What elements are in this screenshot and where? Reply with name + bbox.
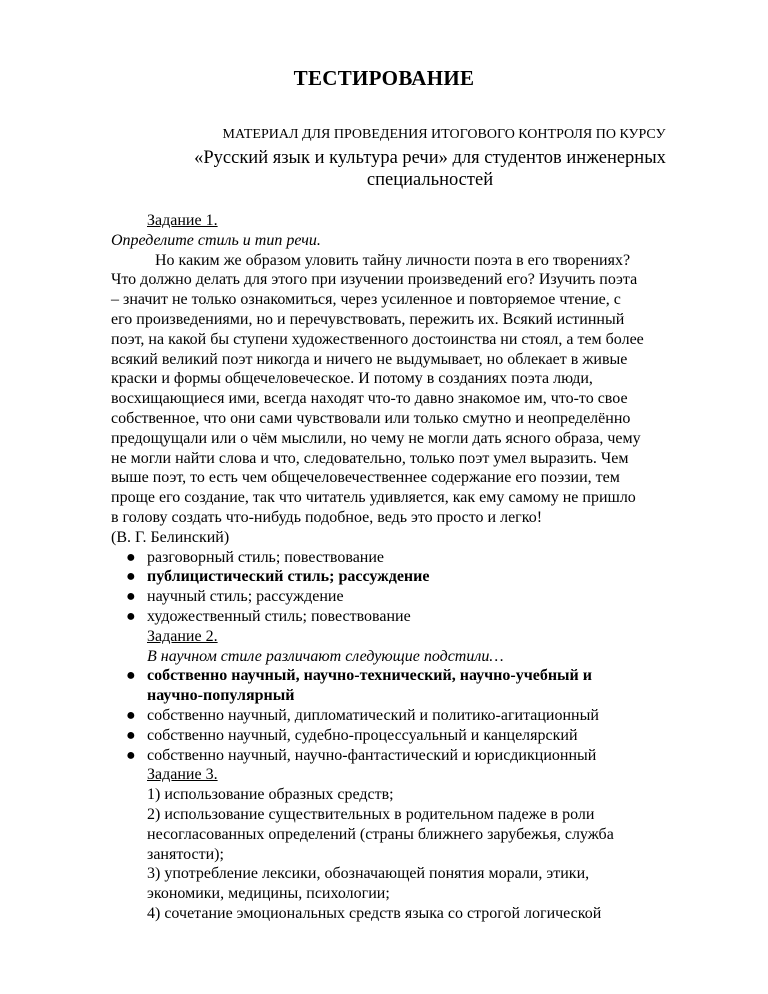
task2-heading: Задание 2. <box>147 627 218 645</box>
task1-author: (В. Г. Белинский) <box>111 528 230 546</box>
option-text: собственно научный, научно-фантастический и юрисдикционный <box>147 746 597 764</box>
task3-item-4: 4) сочетание эмоциональных средств языка со строгой логической <box>147 904 602 922</box>
task3-item-3: 3) употребление лексики, обозначающей понятия морали, этики, <box>147 865 590 883</box>
option-text: собственно научный, судебно-процессуальный и канцелярский <box>147 726 578 744</box>
option-text: художественный стиль; повествование <box>147 607 411 625</box>
task2-option-2 <box>111 706 711 726</box>
task1-passage <box>111 251 711 528</box>
task1-option-3 <box>111 587 711 607</box>
task3-item-2: 2) использование существительных в родительном падеже в роли <box>147 805 595 823</box>
passage-line: его произведениями, но и перечувствовать, пережить их. Всякий истинный <box>111 310 625 328</box>
bullet-icon: ● <box>126 548 136 566</box>
option-text: собственно научный, научно-технический, научно-учебный и <box>147 667 592 685</box>
passage-line: Но каким же образом уловить тайну личности поэта в его творениях? <box>155 251 631 269</box>
task3-item-3-cont: экономики, медицины, психологии; <box>147 885 390 903</box>
task1-options <box>111 548 711 627</box>
task2-option-3 <box>111 726 711 746</box>
task1-heading: Задание 1. <box>147 212 218 229</box>
passage-line: всякий великий поэт никогда и ничего не выдумывает, но облекает в живые <box>111 350 628 368</box>
task1-option-2-correct <box>111 567 711 587</box>
task3-item-2-cont: занятости); <box>147 845 224 863</box>
option-text: научный стиль; рассуждение <box>147 588 344 606</box>
passage-line: краски и формы общечеловеческое. И потому в созданиях поэта люди, <box>111 370 593 388</box>
task3-item-1: 1) использование образных средств; <box>147 786 394 804</box>
bullet-icon: ● <box>126 746 136 764</box>
option-text: научно-популярный <box>147 687 295 705</box>
task1-option-4 <box>111 607 711 627</box>
subtitle-course-line-1: «Русский язык и культура речи» для студентов инженерных <box>194 148 666 168</box>
passage-line: выше поэт, то есть чем общечеловечественнее содержание его поэзии, тем <box>111 469 620 487</box>
bullet-icon: ● <box>126 667 136 685</box>
task2-instruction: В научном стиле различают следующие подстили… <box>147 647 504 665</box>
passage-line: проще его создание, так что читатель удивляется, как ему самому не пришло <box>111 489 636 507</box>
bullet-icon: ● <box>126 706 136 724</box>
passage-line: поэт, на какой бы ступени художественного достоинства ни стоял, а тем более <box>111 330 644 348</box>
task2-option-4 <box>111 746 711 766</box>
task2-option-1-correct <box>111 666 711 706</box>
task1-option-1 <box>111 548 711 568</box>
option-text: собственно научный, дипломатический и политико-агитационный <box>147 706 599 724</box>
passage-line: Что должно делать для этого при изучении произведений его? Изучить поэта <box>111 271 638 289</box>
option-text: публицистический стиль; рассуждение <box>147 568 430 586</box>
option-text: разговорный стиль; повествование <box>147 548 385 566</box>
passage-line: собственное, что они сами чувствовали или только смутно и неопределённо <box>111 409 631 427</box>
subtitle-course-line-2: специальностей <box>366 170 494 190</box>
passage-line: не могли найти слова и что, следовательно, только поэт умел выразить. Чем <box>111 449 629 467</box>
document-title: ТЕСТИРОВАНИЕ <box>293 66 475 90</box>
passage-line: – значит не только ознакомиться, через усиленное и повторяемое чтение, с <box>111 291 621 309</box>
passage-line: в голову создать что-нибудь подобное, ведь это просто и легко! <box>111 508 543 526</box>
document-subtitle-small: МАТЕРИАЛ ДЛЯ ПРОВЕДЕНИЯ ИТОГОВОГО КОНТРОЛЯ ПО КУРСУ <box>222 127 666 142</box>
task3-item-2-cont: несогласованных определений (страны ближнего зарубежья, служба <box>147 825 614 843</box>
bullet-icon: ● <box>126 568 136 586</box>
passage-line: восхищающиеся ими, всегда находят что-то давно знакомое им, что-то свое <box>111 390 628 408</box>
task2-options <box>111 666 711 765</box>
bullet-icon: ● <box>126 607 136 625</box>
document-body <box>111 211 711 924</box>
task3-heading: Задание 3. <box>147 766 218 784</box>
document-subtitle-course <box>160 147 700 191</box>
task1-instruction: Определите стиль и тип речи. <box>111 231 321 249</box>
passage-line: предощущали или о чём мыслили, но чему не могли дать ясного образа, чему <box>111 429 641 447</box>
bullet-icon: ● <box>126 588 136 606</box>
bullet-icon: ● <box>126 726 136 744</box>
